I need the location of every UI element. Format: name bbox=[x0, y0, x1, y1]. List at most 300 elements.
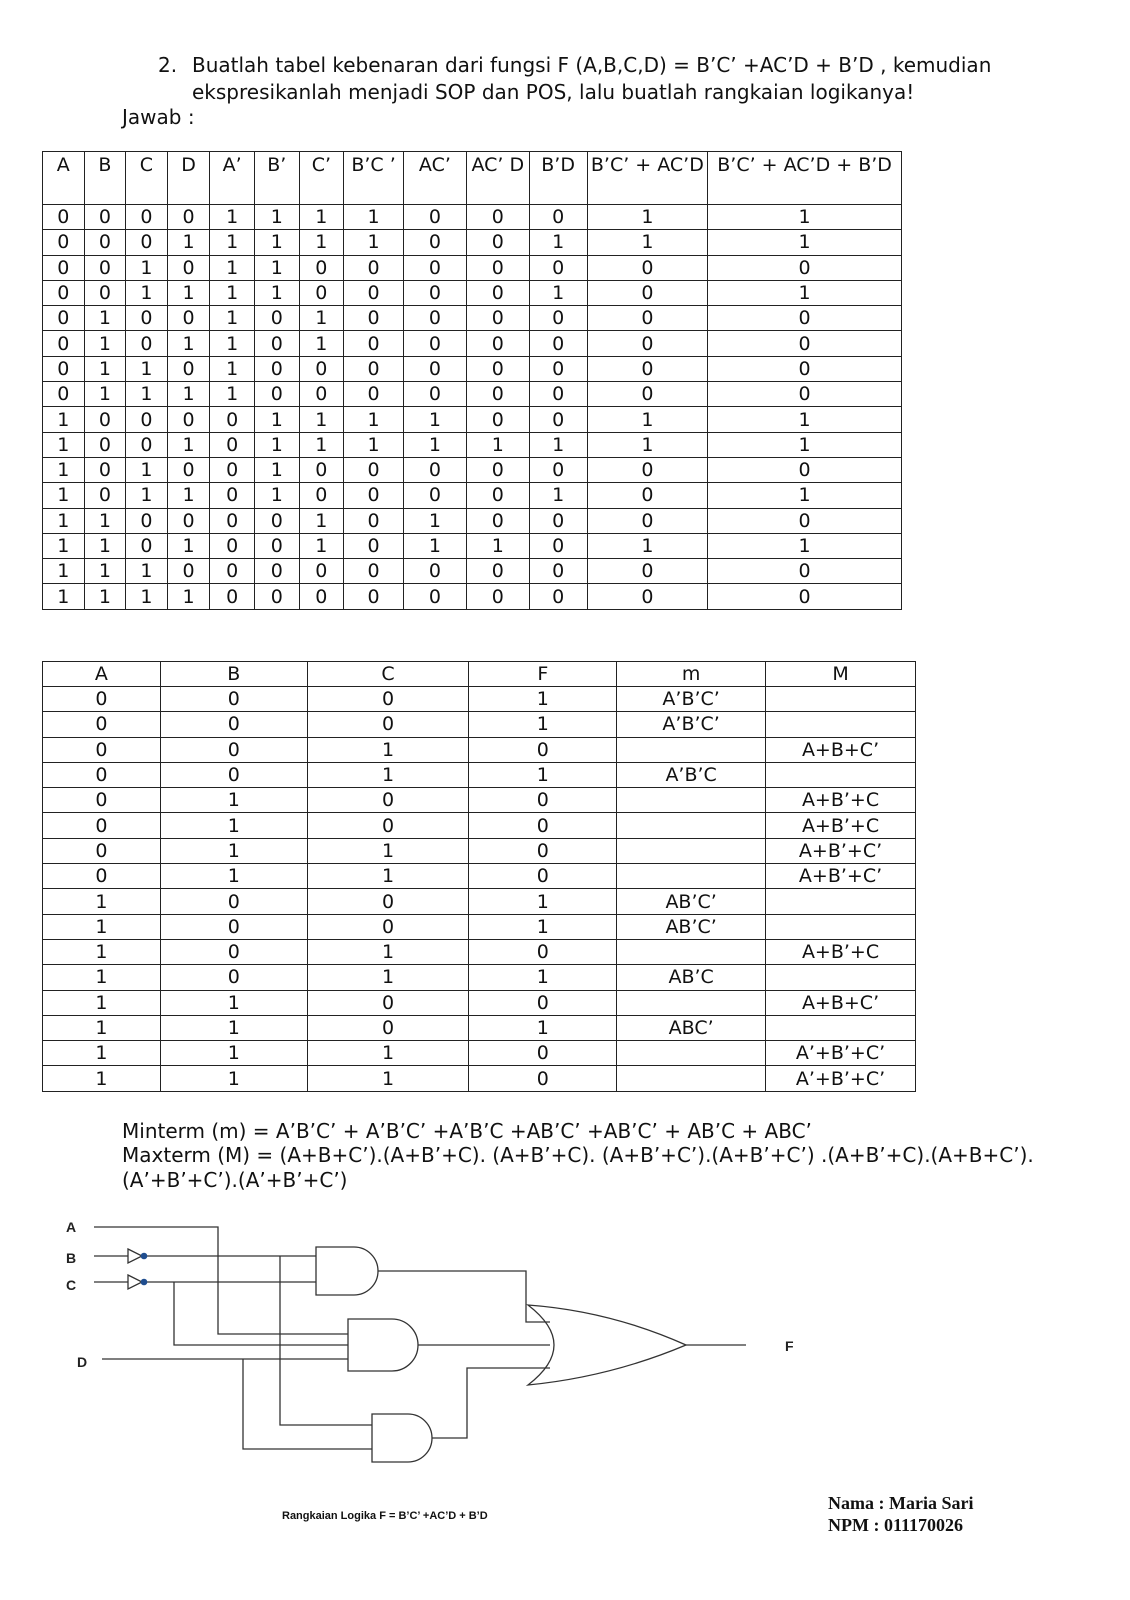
truth-table-cell: 0 bbox=[167, 457, 210, 482]
sop-pos-table-cell: 0 bbox=[469, 939, 617, 964]
truth-table-cell: 1 bbox=[254, 483, 299, 508]
wire-b-not-to-and3 bbox=[280, 1256, 372, 1425]
truth-table-header-cell: C bbox=[126, 152, 168, 205]
truth-table-cell: 1 bbox=[708, 205, 902, 230]
truth-table-cell: 1 bbox=[254, 432, 299, 457]
truth-table-cell: 1 bbox=[126, 356, 168, 381]
sop-pos-table-header-cell: F bbox=[469, 662, 617, 687]
sop-pos-table-cell: 0 bbox=[43, 762, 161, 787]
truth-table-cell: 0 bbox=[403, 356, 466, 381]
sop-pos-table-cell: 0 bbox=[469, 788, 617, 813]
truth-table-cell: 0 bbox=[403, 584, 466, 609]
truth-table-cell: 0 bbox=[126, 230, 168, 255]
sop-pos-table-cell: 1 bbox=[469, 762, 617, 787]
truth-table-cell: 1 bbox=[529, 230, 587, 255]
sop-pos-table-cell: 1 bbox=[43, 939, 161, 964]
sop-pos-table-cell: 1 bbox=[43, 1066, 161, 1091]
truth-table-cell: 0 bbox=[587, 280, 708, 305]
truth-table-cell: 0 bbox=[43, 255, 85, 280]
sop-pos-table-cell bbox=[766, 889, 916, 914]
truth-table-cell: 1 bbox=[466, 432, 529, 457]
sop-pos-table-header-cell: M bbox=[766, 662, 916, 687]
sop-pos-table-cell: AB’C’ bbox=[617, 914, 766, 939]
truth-table-cell: 0 bbox=[587, 306, 708, 331]
truth-table-header-cell: B’C’ + AC’D + B’D bbox=[708, 152, 902, 205]
truth-table-cell: 1 bbox=[167, 533, 210, 558]
truth-table-cell: 0 bbox=[708, 306, 902, 331]
truth-table-cell: 0 bbox=[43, 205, 85, 230]
truth-table-row bbox=[43, 483, 902, 508]
sop-pos-table-cell: A+B’+C bbox=[766, 939, 916, 964]
sop-pos-table-cell: 1 bbox=[160, 1066, 307, 1091]
sop-pos-table-cell: 1 bbox=[43, 990, 161, 1015]
truth-table-cell: 0 bbox=[708, 331, 902, 356]
sop-pos-table-row bbox=[43, 1066, 916, 1091]
truth-table-cell: 0 bbox=[708, 356, 902, 381]
sop-pos-table-cell: A+B’+C bbox=[766, 788, 916, 813]
truth-table-cell: 1 bbox=[254, 457, 299, 482]
sop-pos-table-cell: 0 bbox=[307, 813, 469, 838]
truth-table-cell: 0 bbox=[587, 584, 708, 609]
truth-table-cell: 1 bbox=[210, 306, 255, 331]
and-gate-1 bbox=[316, 1247, 378, 1295]
sop-pos-table-cell bbox=[617, 939, 766, 964]
sop-pos-table-cell: 1 bbox=[160, 813, 307, 838]
sop-pos-table-row bbox=[43, 687, 916, 712]
minterm-expression: Minterm (m) = A’B’C’ + A’B’C’ +A’B’C +AB’C’ +AB’C’ + AB’C + ABC’ bbox=[122, 1119, 812, 1143]
truth-table-cell: 0 bbox=[84, 432, 126, 457]
truth-table-cell: 0 bbox=[254, 331, 299, 356]
truth-table-cell: 0 bbox=[84, 483, 126, 508]
truth-table-cell: 0 bbox=[403, 280, 466, 305]
sop-pos-table-cell: 0 bbox=[160, 712, 307, 737]
sop-pos-table-cell: 0 bbox=[469, 1041, 617, 1066]
sop-pos-table-header bbox=[43, 662, 916, 687]
truth-table-cell: 1 bbox=[299, 508, 344, 533]
sop-pos-table-cell: 1 bbox=[160, 990, 307, 1015]
truth-table-cell: 1 bbox=[587, 533, 708, 558]
truth-table-cell: 1 bbox=[167, 584, 210, 609]
sop-pos-table-cell: 0 bbox=[43, 838, 161, 863]
student-npm: NPM : 011170026 bbox=[828, 1515, 963, 1535]
truth-table-cell: 0 bbox=[587, 457, 708, 482]
truth-table-cell: 1 bbox=[43, 457, 85, 482]
truth-table-cell: 0 bbox=[587, 331, 708, 356]
truth-table-cell: 1 bbox=[210, 382, 255, 407]
question-text: Buatlah tabel kebenaran dari fungsi F (A,B,C,D) = B’C’ +AC’D + B’D , kemudian ekspresikanlah menjadi SOP dan POS, lalu buatlah rangkaian logikanya! bbox=[192, 53, 992, 104]
sop-pos-table-cell: 1 bbox=[160, 838, 307, 863]
truth-table-cell: 0 bbox=[126, 508, 168, 533]
sop-pos-table-cell: A+B’+C’ bbox=[766, 864, 916, 889]
truth-table-cell: 1 bbox=[254, 255, 299, 280]
truth-table-cell: 0 bbox=[708, 559, 902, 584]
sop-pos-table-cell bbox=[617, 737, 766, 762]
sop-pos-table-cell: 0 bbox=[43, 864, 161, 889]
wire-and3-out bbox=[432, 1368, 550, 1438]
sop-pos-table-cell: 0 bbox=[160, 965, 307, 990]
truth-table-cell: 0 bbox=[708, 457, 902, 482]
truth-table-cell: 1 bbox=[403, 508, 466, 533]
truth-table-cell: 0 bbox=[43, 331, 85, 356]
truth-table-cell: 1 bbox=[529, 432, 587, 457]
sop-pos-table-cell: 0 bbox=[469, 1066, 617, 1091]
sop-pos-table-cell: 1 bbox=[307, 1041, 469, 1066]
truth-table-cell: 0 bbox=[466, 356, 529, 381]
truth-table-cell: 0 bbox=[587, 559, 708, 584]
sop-pos-table-cell: 1 bbox=[43, 1041, 161, 1066]
truth-table-cell: 0 bbox=[466, 483, 529, 508]
sop-pos-table-cell: 0 bbox=[469, 838, 617, 863]
sop-pos-table-cell: 0 bbox=[160, 687, 307, 712]
truth-table-cell: 1 bbox=[167, 331, 210, 356]
truth-table-cell: 0 bbox=[466, 230, 529, 255]
truth-table-cell: 1 bbox=[708, 432, 902, 457]
sop-pos-table-row bbox=[43, 788, 916, 813]
truth-table-cell: 0 bbox=[587, 382, 708, 407]
truth-table-header-cell: B’C ’ bbox=[344, 152, 404, 205]
truth-table-cell: 1 bbox=[587, 407, 708, 432]
truth-table-cell: 0 bbox=[43, 382, 85, 407]
truth-table-cell: 1 bbox=[254, 205, 299, 230]
sop-pos-table-cell: 1 bbox=[43, 965, 161, 990]
truth-table-header-cell: B bbox=[84, 152, 126, 205]
truth-table-cell: 1 bbox=[587, 432, 708, 457]
truth-table-cell: 0 bbox=[466, 205, 529, 230]
truth-table-cell: 0 bbox=[403, 230, 466, 255]
truth-table-cell: 0 bbox=[344, 533, 404, 558]
sop-pos-table-cell: 1 bbox=[469, 1015, 617, 1040]
truth-table-cell: 0 bbox=[254, 356, 299, 381]
truth-table-cell: 0 bbox=[344, 508, 404, 533]
truth-table-cell: 0 bbox=[529, 255, 587, 280]
truth-table-cell: 0 bbox=[84, 230, 126, 255]
truth-table-cell: 0 bbox=[403, 306, 466, 331]
truth-table-cell: 0 bbox=[403, 483, 466, 508]
truth-table-cell: 0 bbox=[466, 382, 529, 407]
sop-pos-table-cell: 0 bbox=[43, 788, 161, 813]
truth-table-cell: 1 bbox=[210, 356, 255, 381]
truth-table-cell: 1 bbox=[167, 483, 210, 508]
truth-table-row bbox=[43, 306, 902, 331]
sop-pos-table-cell: AB’C’ bbox=[617, 889, 766, 914]
truth-table-cell: 0 bbox=[299, 584, 344, 609]
sop-pos-table-row bbox=[43, 939, 916, 964]
input-label-c: C bbox=[66, 1277, 77, 1293]
truth-table-cell: 0 bbox=[403, 457, 466, 482]
sop-pos-table-cell: 0 bbox=[307, 990, 469, 1015]
sop-pos-table-cell: 0 bbox=[307, 788, 469, 813]
truth-table-cell: 1 bbox=[466, 533, 529, 558]
sop-pos-table-cell: 0 bbox=[307, 1015, 469, 1040]
truth-table-row bbox=[43, 280, 902, 305]
truth-table-cell: 1 bbox=[708, 483, 902, 508]
truth-table-cell: 0 bbox=[254, 584, 299, 609]
truth-table-cell: 0 bbox=[43, 280, 85, 305]
truth-table-cell: 1 bbox=[708, 280, 902, 305]
sop-pos-table-cell: A’B’C’ bbox=[617, 712, 766, 737]
sop-pos-table-cell: 1 bbox=[469, 889, 617, 914]
truth-table-cell: 0 bbox=[587, 483, 708, 508]
truth-table-cell: 1 bbox=[299, 533, 344, 558]
truth-table-cell: 0 bbox=[529, 306, 587, 331]
sop-pos-table-cell: 1 bbox=[307, 737, 469, 762]
sop-pos-table-cell: 0 bbox=[307, 914, 469, 939]
logic-circuit bbox=[50, 1215, 794, 1490]
sop-pos-table-cell bbox=[617, 788, 766, 813]
truth-table-cell: 1 bbox=[43, 533, 85, 558]
truth-table-cell: 1 bbox=[708, 230, 902, 255]
truth-table-cell: 1 bbox=[126, 584, 168, 609]
truth-table-cell: 1 bbox=[43, 559, 85, 584]
sop-pos-table-cell: A’+B’+C’ bbox=[766, 1041, 916, 1066]
truth-table-cell: 0 bbox=[167, 508, 210, 533]
truth-table-cell: 0 bbox=[708, 382, 902, 407]
truth-table-row bbox=[43, 457, 902, 482]
truth-table-cell: 1 bbox=[84, 559, 126, 584]
truth-table-cell: 0 bbox=[403, 559, 466, 584]
truth-table-cell: 0 bbox=[254, 559, 299, 584]
truth-table-cell: 1 bbox=[43, 483, 85, 508]
truth-table-cell: 0 bbox=[344, 255, 404, 280]
truth-table-row bbox=[43, 407, 902, 432]
truth-table-cell: 0 bbox=[466, 508, 529, 533]
sop-pos-table-cell bbox=[766, 712, 916, 737]
truth-table-row bbox=[43, 230, 902, 255]
sop-pos-table-cell: A’+B’+C’ bbox=[766, 1066, 916, 1091]
sop-pos-table-cell bbox=[766, 762, 916, 787]
truth-table-cell: 1 bbox=[529, 280, 587, 305]
truth-table-cell: 0 bbox=[708, 584, 902, 609]
student-identity bbox=[828, 1492, 973, 1536]
truth-table-cell: 1 bbox=[344, 407, 404, 432]
sop-pos-table-cell: 0 bbox=[469, 864, 617, 889]
truth-table-row bbox=[43, 255, 902, 280]
truth-table-cell: 0 bbox=[254, 382, 299, 407]
truth-table-cell: 0 bbox=[254, 508, 299, 533]
sop-pos-table-cell: 1 bbox=[469, 687, 617, 712]
truth-table-cell: 0 bbox=[210, 457, 255, 482]
sop-pos-table-cell: 1 bbox=[43, 1015, 161, 1040]
sop-pos-table-row bbox=[43, 762, 916, 787]
input-label-d: D bbox=[77, 1354, 88, 1370]
truth-table-row bbox=[43, 508, 902, 533]
sop-pos-table-cell bbox=[766, 1015, 916, 1040]
truth-table-cell: 0 bbox=[210, 483, 255, 508]
sop-pos-table-row bbox=[43, 712, 916, 737]
truth-table-cell: 1 bbox=[708, 533, 902, 558]
sop-pos-table-cell bbox=[617, 990, 766, 1015]
sop-pos-table-cell: 1 bbox=[469, 914, 617, 939]
truth-table-cell: 0 bbox=[167, 407, 210, 432]
truth-table-cell: 0 bbox=[529, 356, 587, 381]
truth-table-cell: 1 bbox=[126, 382, 168, 407]
sop-pos-table-cell bbox=[617, 864, 766, 889]
and-gate-3 bbox=[372, 1414, 432, 1462]
input-label-a: A bbox=[66, 1219, 77, 1235]
sop-pos-table-cell: 1 bbox=[307, 939, 469, 964]
sop-pos-table-cell: 0 bbox=[160, 737, 307, 762]
sop-pos-table-row bbox=[43, 990, 916, 1015]
truth-table-cell: 1 bbox=[403, 407, 466, 432]
sop-pos-table-cell: 0 bbox=[43, 712, 161, 737]
truth-table-cell: 1 bbox=[344, 230, 404, 255]
sop-pos-table-cell: 1 bbox=[469, 965, 617, 990]
truth-table-cell: 1 bbox=[126, 483, 168, 508]
truth-table-cell: 0 bbox=[84, 255, 126, 280]
truth-table-row bbox=[43, 584, 902, 609]
truth-table-cell: 0 bbox=[466, 407, 529, 432]
not-gate-b bbox=[128, 1249, 142, 1263]
truth-table-cell: 0 bbox=[126, 407, 168, 432]
truth-table-cell: 0 bbox=[529, 584, 587, 609]
truth-table-cell: 0 bbox=[210, 533, 255, 558]
sop-pos-table-row bbox=[43, 965, 916, 990]
truth-table-cell: 1 bbox=[299, 306, 344, 331]
truth-table-cell: 0 bbox=[126, 306, 168, 331]
sop-pos-table-row bbox=[43, 889, 916, 914]
truth-table-cell: 0 bbox=[43, 230, 85, 255]
truth-table-cell: 0 bbox=[167, 306, 210, 331]
truth-table-cell: 1 bbox=[126, 280, 168, 305]
truth-table-cell: 1 bbox=[344, 205, 404, 230]
sop-pos-table-cell: 1 bbox=[43, 889, 161, 914]
sop-pos-table-cell: 0 bbox=[43, 687, 161, 712]
truth-table-cell: 1 bbox=[529, 483, 587, 508]
truth-table-row bbox=[43, 533, 902, 558]
truth-table-cell: 1 bbox=[167, 280, 210, 305]
truth-table-header-cell: A’ bbox=[210, 152, 255, 205]
sop-pos-table-header-cell: m bbox=[617, 662, 766, 687]
truth-table-cell: 0 bbox=[126, 432, 168, 457]
truth-table bbox=[42, 151, 902, 610]
sop-pos-table-cell bbox=[766, 687, 916, 712]
truth-table-cell: 0 bbox=[84, 457, 126, 482]
truth-table-cell: 0 bbox=[344, 331, 404, 356]
sop-pos-table-cell: AB’C bbox=[617, 965, 766, 990]
truth-table-cell: 0 bbox=[344, 306, 404, 331]
truth-table-cell: 0 bbox=[587, 356, 708, 381]
truth-table-cell: 0 bbox=[126, 205, 168, 230]
truth-table-header bbox=[43, 152, 902, 205]
truth-table-cell: 0 bbox=[84, 280, 126, 305]
sop-pos-table-cell: 1 bbox=[160, 864, 307, 889]
truth-table-cell: 1 bbox=[299, 331, 344, 356]
truth-table-cell: 1 bbox=[126, 255, 168, 280]
truth-table-cell: 0 bbox=[299, 255, 344, 280]
truth-table-cell: 1 bbox=[344, 432, 404, 457]
sop-pos-table-cell: A+B’+C’ bbox=[766, 838, 916, 863]
output-label-f: F bbox=[785, 1338, 794, 1354]
truth-table-cell: 0 bbox=[210, 508, 255, 533]
truth-table-cell: 1 bbox=[43, 432, 85, 457]
not-bubble-b bbox=[141, 1253, 148, 1260]
truth-table-cell: 0 bbox=[466, 331, 529, 356]
sop-pos-table-cell bbox=[766, 914, 916, 939]
truth-table-header-cell: A bbox=[43, 152, 85, 205]
not-gate-c bbox=[128, 1275, 142, 1289]
truth-table-cell: 0 bbox=[529, 382, 587, 407]
truth-table-cell: 0 bbox=[529, 205, 587, 230]
maxterm-expression-line2: (A’+B’+C’).(A’+B’+C’) bbox=[122, 1168, 348, 1192]
truth-table-cell: 1 bbox=[299, 205, 344, 230]
truth-table-cell: 0 bbox=[299, 457, 344, 482]
truth-table-cell: 0 bbox=[466, 306, 529, 331]
truth-table-cell: 0 bbox=[299, 483, 344, 508]
sop-pos-table-cell bbox=[617, 1066, 766, 1091]
sop-pos-table-cell: 1 bbox=[160, 788, 307, 813]
sop-pos-table-row bbox=[43, 813, 916, 838]
truth-table-cell: 1 bbox=[84, 331, 126, 356]
and-gate-2 bbox=[348, 1319, 418, 1371]
truth-table-cell: 0 bbox=[299, 356, 344, 381]
truth-table-cell: 1 bbox=[299, 432, 344, 457]
sop-pos-table-cell: 0 bbox=[469, 990, 617, 1015]
sop-pos-table-cell: 0 bbox=[160, 762, 307, 787]
sop-pos-table-cell: 0 bbox=[307, 889, 469, 914]
truth-table-cell: 0 bbox=[167, 559, 210, 584]
sop-pos-table bbox=[42, 661, 916, 1092]
truth-table-cell: 1 bbox=[84, 356, 126, 381]
wire-d-to-and3 bbox=[243, 1359, 372, 1449]
sop-pos-table-cell: 1 bbox=[307, 864, 469, 889]
truth-table-cell: 1 bbox=[254, 280, 299, 305]
truth-table-row bbox=[43, 432, 902, 457]
truth-table-cell: 1 bbox=[84, 584, 126, 609]
truth-table-row bbox=[43, 356, 902, 381]
truth-table-cell: 0 bbox=[708, 508, 902, 533]
truth-table-cell: 0 bbox=[708, 255, 902, 280]
sop-pos-table-cell: 0 bbox=[43, 737, 161, 762]
truth-table-cell: 1 bbox=[84, 533, 126, 558]
truth-table-cell: 0 bbox=[529, 508, 587, 533]
truth-table-cell: 1 bbox=[84, 382, 126, 407]
truth-table-cell: 1 bbox=[43, 584, 85, 609]
truth-table-cell: 0 bbox=[210, 432, 255, 457]
truth-table-cell: 1 bbox=[84, 306, 126, 331]
truth-table-cell: 0 bbox=[344, 584, 404, 609]
not-bubble-c bbox=[141, 1279, 148, 1286]
truth-table-cell: 0 bbox=[403, 255, 466, 280]
sop-pos-table-row bbox=[43, 838, 916, 863]
question-number: 2. bbox=[158, 53, 178, 77]
truth-table-cell: 1 bbox=[708, 407, 902, 432]
sop-pos-table-cell: 0 bbox=[160, 889, 307, 914]
sop-pos-table-cell: 1 bbox=[469, 712, 617, 737]
truth-table-cell: 0 bbox=[167, 356, 210, 381]
truth-table-cell: 0 bbox=[210, 559, 255, 584]
sop-pos-table-cell bbox=[617, 1041, 766, 1066]
truth-table-cell: 0 bbox=[529, 533, 587, 558]
sop-pos-table-cell: A+B’+C bbox=[766, 813, 916, 838]
truth-table-cell: 1 bbox=[210, 331, 255, 356]
truth-table-cell: 0 bbox=[254, 306, 299, 331]
sop-pos-table-cell: 1 bbox=[160, 1015, 307, 1040]
truth-table-cell: 1 bbox=[587, 230, 708, 255]
truth-table-cell: 0 bbox=[466, 255, 529, 280]
sop-pos-table-cell: 1 bbox=[160, 1041, 307, 1066]
truth-table-cell: 1 bbox=[167, 230, 210, 255]
student-name: Nama : Maria Sari bbox=[828, 1493, 974, 1513]
sop-pos-table-row bbox=[43, 1015, 916, 1040]
truth-table-cell: 0 bbox=[254, 533, 299, 558]
truth-table-cell: 0 bbox=[43, 356, 85, 381]
truth-table-cell: 1 bbox=[403, 533, 466, 558]
sop-pos-table-cell: 0 bbox=[160, 914, 307, 939]
sop-pos-table-cell: 0 bbox=[160, 939, 307, 964]
sop-pos-table-cell: 1 bbox=[307, 762, 469, 787]
sop-pos-table-cell bbox=[766, 965, 916, 990]
truth-table-cell: 0 bbox=[126, 533, 168, 558]
